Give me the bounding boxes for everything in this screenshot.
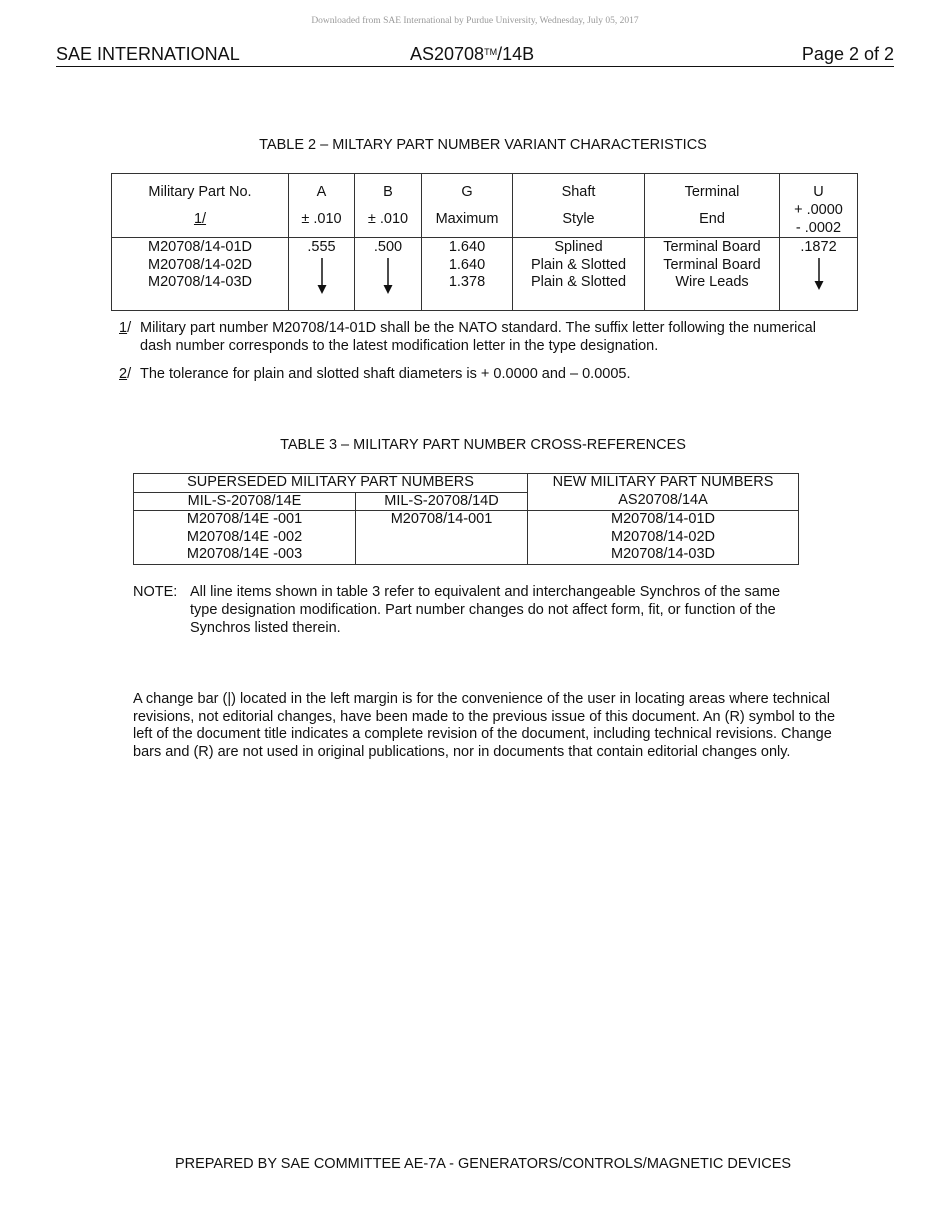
- table2-shaft-styles: Splined Plain & Slotted Plain & Slotted: [513, 238, 645, 311]
- table3-header-row-1: [134, 474, 799, 493]
- table3-body-row: [134, 511, 799, 565]
- table2-header-b: B ± .010: [355, 174, 422, 238]
- table2-b-values: .500: [355, 238, 422, 311]
- table2-body-row: [112, 238, 858, 311]
- down-arrow-icon: [316, 257, 328, 295]
- header-page-number: Page 2 of 2: [801, 44, 894, 64]
- table2-header-shaft: Shaft Style: [513, 174, 645, 238]
- table3-col1-header: MIL-S-20708/14E: [134, 492, 356, 511]
- header-doc-id: AS20708™/14B: [410, 44, 535, 64]
- table3-col3-values: M20708/14-01D M20708/14-02D M20708/14-03D: [528, 511, 799, 565]
- download-watermark: Downloaded from SAE International by Purdue University, Wednesday, July 05, 2017: [311, 16, 639, 26]
- note-label: NOTE:: [133, 584, 178, 600]
- footnote-2: 2/ The tolerance for plain and slotted shaft diameters is + 0.0000 and – 0.0005.: [119, 366, 631, 382]
- table2-header-a: A ± .010: [289, 174, 355, 238]
- table3-title: TABLE 3 – MILITARY PART NUMBER CROSS-REFERENCES: [280, 437, 686, 453]
- table3-new-header: NEW MILITARY PART NUMBERS AS20708/14A: [528, 474, 799, 511]
- footnote-1: 1/ Military part number M20708/14-01D shall be the NATO standard. The suffix letter following the numerical dash number corresponds to the latest modification letter in the type designation.: [119, 320, 816, 354]
- table3-col2-values: M20708/14-001: [356, 511, 528, 565]
- table2-variant-characteristics: [111, 173, 858, 311]
- change-bar-paragraph: A change bar (|) located in the left margin is for the convenience of the user in locating areas where technical revisions, not editorial changes, have been made to the previous issue of this document. An (R) symbol to the left of the document title indicates a complete revision of the document, including technical revisions. Change bars and (R) are not used in original publications, nor in documents that contain editorial changes only.: [133, 691, 836, 761]
- header-org: SAE INTERNATIONAL: [56, 44, 240, 64]
- table3-superseded-header: SUPERSEDED MILITARY PART NUMBERS: [134, 474, 528, 493]
- table2-header-u: U + .0000 - .0002: [780, 174, 858, 238]
- table3-col1-values: M20708/14E -001 M20708/14E -002 M20708/14E -003: [134, 511, 356, 565]
- page-header: [56, 44, 894, 67]
- table2-a-values: .555: [289, 238, 355, 311]
- table2-header-terminal: Terminal End: [645, 174, 780, 238]
- table2-header-row: [112, 174, 858, 238]
- trademark-mark: TM: [484, 47, 498, 57]
- table2-title: TABLE 2 – MILTARY PART NUMBER VARIANT CHARACTERISTICS: [259, 137, 707, 153]
- table2-u-values: .1872: [780, 238, 858, 311]
- table2-terminal-ends: Terminal Board Terminal Board Wire Leads: [645, 238, 780, 311]
- page-footer: PREPARED BY SAE COMMITTEE AE-7A - GENERATORS/CONTROLS/MAGNETIC DEVICES: [174, 1156, 792, 1172]
- note-text: All line items shown in table 3 refer to equivalent and interchangeable Synchros of the same type designation modification. Part number changes do not affect form, fit, or function of the Synchros listed therein.: [190, 584, 781, 636]
- table2-header-g: G Maximum: [422, 174, 513, 238]
- table2-header-part-no: Military Part No. 1/: [112, 174, 289, 238]
- down-arrow-icon: [382, 257, 394, 295]
- down-arrow-icon: [813, 257, 825, 291]
- table3-cross-references: [133, 473, 799, 565]
- table2-g-values: 1.640 1.640 1.378: [422, 238, 513, 311]
- table2-part-numbers: M20708/14-01D M20708/14-02D M20708/14-03D: [112, 238, 289, 311]
- table3-col2-header: MIL-S-20708/14D: [356, 492, 528, 511]
